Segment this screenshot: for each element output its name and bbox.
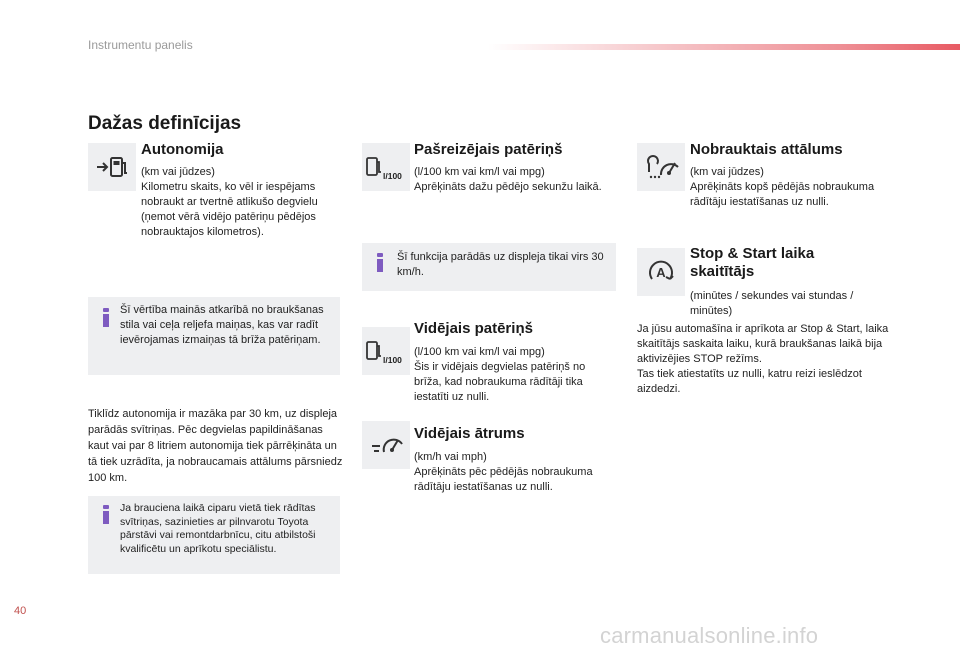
stop-start-icon bbox=[637, 248, 685, 296]
info-icon bbox=[103, 505, 111, 521]
stop-start-paragraph: Ja jūsu automašīna ir aprīkota ar Stop & Start, laika skaitītājs saskaita laiku, kurā braukšanas laikā bija aktivizējies STOP režīms. Tas tiek atiestatīts uz nulli, katru reizi ieslēdzot aizdedzi. bbox=[637, 323, 889, 395]
nobrauktais-title: Nobrauktais attālums bbox=[690, 141, 843, 158]
info-note-pasreizejais bbox=[362, 243, 616, 291]
instant-consumption-icon bbox=[362, 143, 410, 191]
average-icon-label: l/100 bbox=[383, 355, 402, 365]
videjais-atrums-title: Vidējais ātrums bbox=[414, 425, 525, 442]
autonomija-section bbox=[141, 141, 346, 240]
stop-start-title: Stop & Start laika skaitītājs bbox=[690, 245, 815, 280]
stop-start-text: (minūtes / sekundes vai stundas / minūtes) bbox=[690, 290, 854, 317]
average-speed-icon bbox=[362, 421, 410, 469]
videjais-paterins-text: (l/100 km vai km/l vai mpg) Šis ir vidējais degvielas patēriņš no brīža, kad nobraukuma rādītāji tika iestatīti uz nulli. bbox=[414, 346, 586, 403]
videjais-atrums-section bbox=[414, 425, 619, 495]
info-note-autonomija bbox=[88, 297, 340, 375]
pasreizejais-title: Pašreizējais patēriņš bbox=[414, 141, 563, 158]
info-note-svitrinas bbox=[88, 496, 340, 574]
stop-start-icon-letter: A bbox=[656, 265, 666, 280]
info-note-text: Ja brauciena laikā ciparu vietā tiek rādītas svītriņas, sazinieties ar pilnvarotu Toyota pārstāvi vai remontdarbnīcu, citu atbilstoši kvalificētu un aprīkotu speciālistu. bbox=[120, 502, 316, 555]
instant-icon-label: l/100 bbox=[383, 171, 402, 181]
info-note-text: Šī funkcija parādās uz displeja tikai virs 30 km/h. bbox=[397, 251, 604, 278]
average-consumption-icon bbox=[362, 327, 410, 375]
pasreizejais-section bbox=[414, 141, 604, 195]
autonomija-paragraph: Tiklīdz autonomija ir mazāka par 30 km, uz displeja parādās svītriņas. Pēc degvielas papildināšanas kaut vai par 8 litriem autonomija tiek pārrēķināta un tā tiek uzrādīta, ja nobraucamais attālums pārsniedz 100 km. bbox=[88, 408, 343, 484]
header-accent-bar bbox=[488, 44, 960, 50]
autonomija-text: (km vai jūdzes) Kilometru skaits, ko vēl ir iespējams nobraukt ar tvertnē atlikušo degvielu (ņemot vērā vidējo patēriņu pēdējos nobrauktajos kilometros). bbox=[141, 166, 318, 238]
range-icon bbox=[88, 143, 136, 191]
watermark: carmanualsonline.info bbox=[600, 623, 819, 648]
videjais-paterins-title: Vidējais patēriņš bbox=[414, 320, 533, 337]
videjais-paterins-section bbox=[414, 320, 609, 405]
stop-start-section bbox=[690, 245, 885, 319]
nobrauktais-text: (km vai jūdzes) Aprēķināts kopš pēdējās nobraukuma rādītāju iestatīšanas uz nulli. bbox=[690, 166, 875, 208]
pasreizejais-text: (l/100 km vai km/l vai mpg) Aprēķināts dažu pēdējo sekunžu laikā. bbox=[414, 166, 602, 193]
nobrauktais-section bbox=[690, 141, 885, 210]
page-number: 40 bbox=[14, 605, 27, 617]
info-icon bbox=[377, 253, 385, 269]
info-note-text: Šī vērtība mainās atkarībā no braukšanas stila vai ceļa reljefa maiņas, kas var radīt ievērojamas izmaiņas tā brīža patēriņam. bbox=[120, 304, 324, 346]
page-title: Dažas definīcijas bbox=[88, 113, 242, 134]
info-icon bbox=[103, 308, 111, 324]
autonomija-title: Autonomija bbox=[141, 141, 224, 158]
distance-icon bbox=[637, 143, 685, 191]
videjais-atrums-text: (km/h vai mph) Aprēķināts pēc pēdējās nobraukuma rādītāju iestatīšanas uz nulli. bbox=[414, 451, 593, 493]
header-title: Instrumentu panelis bbox=[88, 38, 193, 52]
